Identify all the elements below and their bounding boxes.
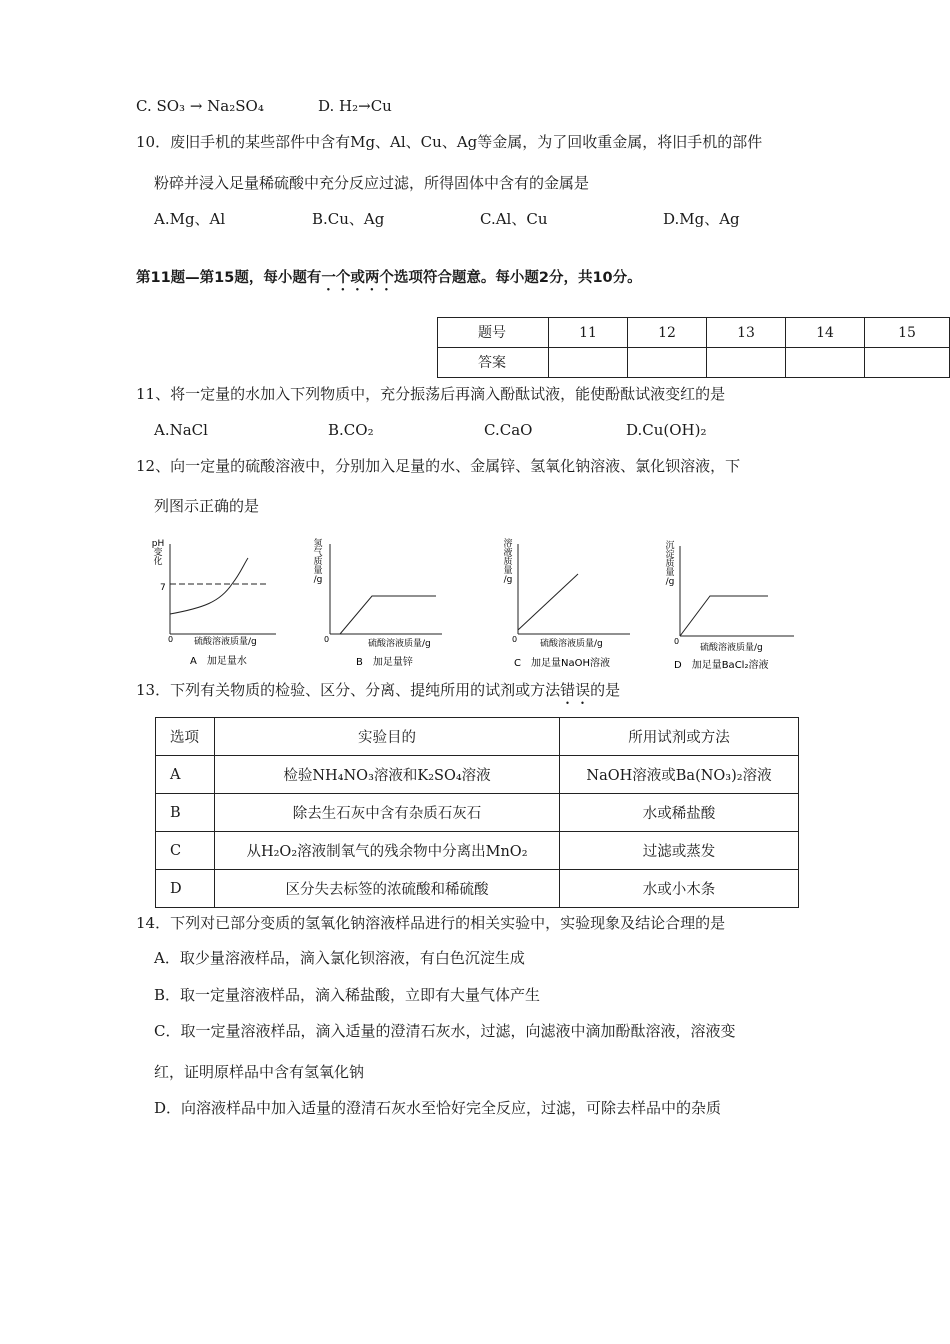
q10-stem-line2: 粉碎并浸入足量稀硫酸中充分反应过滤，所得固体中含有的金属是 (154, 174, 590, 192)
graph-d-line (680, 596, 768, 636)
row-c-purpose: 从H₂O₂溶液制氧气的残余物中分离出MnO₂ (215, 832, 560, 870)
graph-a-caption: A 加足量水 (190, 656, 247, 667)
q14-stem: 14．下列对已部分变质的氢氧化钠溶液样品进行的相关实验中，实验现象及结论合理的是 (136, 914, 726, 932)
row-b-method: 水或稀盐酸 (560, 794, 799, 832)
graph-b-origin: 0 (324, 635, 330, 644)
answer-cell-14[interactable] (786, 348, 865, 378)
table-row (156, 832, 799, 870)
row-c-option: C (156, 832, 215, 870)
experiment-table-header (156, 718, 799, 756)
q9-option-d: D. H₂→Cu (318, 97, 392, 115)
graph-c (496, 538, 646, 672)
answer-table-number-row (438, 318, 950, 348)
q12-stem-line1: 12、向一定量的硫酸溶液中，分别加入足量的水、金属锌、氢氧化钠溶液、氯化钡溶液，下 (136, 457, 741, 475)
q10-option-c: C.Al、Cu (480, 210, 548, 228)
answer-cell-11[interactable] (549, 348, 628, 378)
answer-cell-13[interactable] (707, 348, 786, 378)
q10-option-a: A.Mg、Al (154, 210, 226, 228)
header-purpose: 实验目的 (215, 718, 560, 756)
answer-table-number-13: 13 (707, 318, 786, 348)
table-row (156, 794, 799, 832)
q14-option-c-line1: C．取一定量溶液样品，滴入适量的澄清石灰水，过滤，向滤液中滴加酚酞溶液，溶液变 (154, 1022, 736, 1040)
q13-stem-emphasis: 错误 (560, 681, 591, 699)
graph-c-xlabel: 硫酸溶液质量/g (540, 639, 603, 649)
graph-b-xlabel: 硫酸溶液质量/g (368, 639, 431, 649)
answer-table-number-15: 15 (865, 318, 950, 348)
graph-c-ylabel: 溶液质量/g (503, 539, 513, 585)
header-method: 所用试剂或方法 (560, 718, 799, 756)
graph-a-xlabel: 硫酸溶液质量/g (194, 637, 257, 647)
q10-stem-line1: 10．废旧手机的某些部件中含有Mg、Al、Cu、Ag等金属，为了回收重金属，将旧手机的部件 (136, 133, 763, 151)
graph-d-caption: D 加足量BaCl₂溶液 (674, 660, 769, 671)
q9-option-c: C. SO₃ → Na₂SO₄ (136, 97, 264, 115)
q10-option-d: D.Mg、Ag (663, 210, 740, 228)
row-d-method: 水或小木条 (560, 870, 799, 908)
answer-table-answer-row (438, 348, 950, 378)
graph-d (660, 540, 810, 674)
q11-option-a: A.NaCl (154, 421, 208, 439)
section-header-emphasis: 一个或两个 (321, 270, 394, 286)
answer-table (437, 317, 950, 378)
graph-b-ylabel: 氢气质量/g (313, 539, 323, 585)
answer-table-number-11: 11 (549, 318, 628, 348)
row-a-purpose: 检验NH₄NO₃溶液和K₂SO₄溶液 (215, 756, 560, 794)
q14-option-d: D．向溶液样品中加入适量的澄清石灰水至恰好完全反应，过滤，可除去样品中的杂质 (154, 1099, 722, 1117)
graph-a-curve (170, 558, 248, 614)
graph-d-ylabel: 沉淀质量/g (665, 541, 675, 587)
q12-stem-line2: 列图示正确的是 (154, 497, 260, 515)
graph-b-line (340, 596, 436, 634)
header-option: 选项 (156, 718, 215, 756)
graph-b (306, 538, 456, 672)
q13-stem (136, 680, 620, 708)
graph-b-caption: B 加足量锌 (356, 657, 413, 668)
graph-d-xlabel: 硫酸溶液质量/g (700, 643, 763, 653)
answer-cell-12[interactable] (628, 348, 707, 378)
table-row (156, 756, 799, 794)
row-d-option: D (156, 870, 215, 908)
answer-cell-15[interactable] (865, 348, 950, 378)
section-header-post: 选项符合题意。每小题2分，共10分。 (393, 270, 642, 286)
q11-option-b: B.CO₂ (328, 421, 374, 439)
q11-option-c: C.CaO (484, 421, 533, 439)
answer-table-number-12: 12 (628, 318, 707, 348)
section-header-pre: 第11题—第15题，每小题有 (136, 270, 322, 286)
row-b-purpose: 除去生石灰中含有杂质石灰石 (215, 794, 560, 832)
section-header (136, 268, 642, 294)
q14-option-b: B．取一定量溶液样品，滴入稀盐酸，立即有大量气体产生 (154, 986, 541, 1004)
graph-c-origin: 0 (512, 635, 518, 644)
graph-c-caption: C 加足量NaOH溶液 (514, 658, 610, 669)
q14-option-c-line2: 红，证明原样品中含有氢氧化钠 (154, 1063, 365, 1081)
graph-a (148, 538, 288, 672)
graph-c-line (518, 574, 578, 630)
table-row (156, 870, 799, 908)
answer-table-answer-label: 答案 (438, 348, 549, 378)
row-a-option: A (156, 756, 215, 794)
q13-stem-post: 的是 (590, 681, 621, 699)
graph-d-origin: 0 (674, 637, 680, 646)
graph-a-y7-label: 7 (160, 583, 166, 593)
row-d-purpose: 区分失去标签的浓硫酸和稀硫酸 (215, 870, 560, 908)
q10-option-b: B.Cu、Ag (312, 210, 385, 228)
q11-stem: 11、将一定量的水加入下列物质中，充分振荡后再滴入酚酞试液，能使酚酞试液变红的是 (136, 385, 726, 403)
q14-option-a: A．取少量溶液样品，滴入氯化钡溶液，有白色沉淀生成 (154, 949, 525, 967)
answer-table-number-label: 题号 (438, 318, 549, 348)
q11-option-d: D.Cu(OH)₂ (626, 421, 707, 439)
answer-table-number-14: 14 (786, 318, 865, 348)
graph-a-ylabel: pH 变化 (151, 539, 165, 567)
experiment-table (155, 717, 799, 908)
q13-stem-pre: 13．下列有关物质的检验、区分、分离、提纯所用的试剂或方法 (136, 681, 561, 699)
row-b-option: B (156, 794, 215, 832)
row-a-method: NaOH溶液或Ba(NO₃)₂溶液 (560, 756, 799, 794)
graph-a-origin: 0 (168, 635, 174, 644)
row-c-method: 过滤或蒸发 (560, 832, 799, 870)
